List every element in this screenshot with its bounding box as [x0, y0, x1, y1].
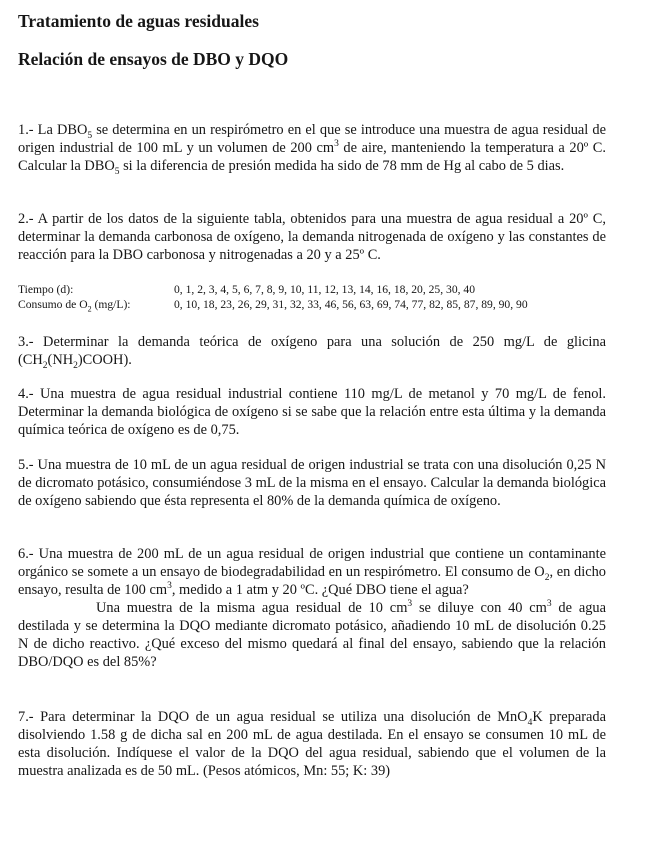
problem-2: 2.- A partir de los datos de la siguiente tabla, obtenidos para una muestra de agua residual a 20º C, determinar la demanda carbonosa de oxígeno, la demanda nitrogenada de oxígeno y las constantes de reacción para la DBO carbonosa y nitrogenadas a 20 y a 25º C. [18, 211, 606, 263]
document-title: Tratamiento de aguas residuales [18, 11, 259, 31]
problem-7: 7.- Para determinar la DQO de un agua residual se utiliza una disolución de MnO$_4$K preparada disolviendo 1.58 g de dicha sal en 200 mL de agua destilada. En el ensayo se consumen 10 mL de esta disolución. Indíquese el valor de la DQO del agua residual, sabiendo que el volumen de la muestra analizada es de 50 mL. (Pesos atómicos, Mn: 55; K: 39) [18, 709, 606, 779]
time-label: Tiempo (d): [18, 283, 74, 296]
o2-values: 0, 10, 18, 23, 26, 29, 31, 32, 33, 46, 56, 63, 69, 74, 77, 82, 85, 87, 89, 90, 90 [174, 298, 528, 311]
data-table-time-row [18, 283, 618, 297]
problem-3: 3.- Determinar la demanda teórica de oxígeno para una solución de 250 mg/L de glicina $(CH_2(NH_2)COOH)$. [18, 334, 606, 371]
o2-label: Consumo de $O_2$ (mg/L): [18, 298, 131, 314]
document-subtitle: Relación de ensayos de DBO y DQO [18, 49, 289, 69]
problem-5: 5.- Una muestra de 10 mL de un agua residual de origen industrial se trata con una disolución 0,25 N de dicromato potásico, consumiéndose 3 mL de la misma en el ensayo. Calcular la demanda biológica de oxígeno sabiendo que ésta representa el 80% de la demanda química de oxígeno. [18, 457, 606, 509]
problem-4: 4.- Una muestra de agua residual industrial contiene 110 mg/L de metanol y 70 mg/L de fenol. Determinar la demanda biológica de oxígeno si se sabe que la relación entre esta última y la demanda química teórica de oxígeno es de 0,75. [18, 386, 606, 438]
data-table-o2-row [18, 298, 618, 312]
time-values: 0, 1, 2, 3, 4, 5, 6, 7, 8, 9, 10, 11, 12, 13, 14, 16, 18, 20, 25, 30, 40 [174, 283, 476, 296]
problem-6: 6.- Una muestra de 200 mL de un agua residual de origen industrial que contiene un contaminante orgánico se somete a un ensayo de biodegradabilidad en un respirómetro. El consumo de $O_2$, en dicho ensayo, resulta de 100 $cm^3$, medido a 1 atm y 20 ºC. ¿Qué DBO tiene el agua? Una muestra de la misma agua residual de 10 $cm^3$ se diluye con 40 $cm^3$ de agua destilada y se determina la DQO mediante dicromato potásico, añadiendo 10 mL de disolución 0.25 N de dicho reactivo. ¿Qué exceso del mismo quedará al final del ensayo, sabiendo que la relación DBO/DQO es del 85%? [18, 546, 606, 670]
problem-1: 1.- La $DBO_5$ se determina en un respirómetro en el que se introduce una muestra de agua residual de origen industrial de 100 mL y un volumen de 200 $cm^3$ de aire, manteniendo la temperatura a 20º C. Calcular la $DBO_5$ si la diferencia de presión medida ha sido de 78 mm de Hg al cabo de 5 dias. [18, 122, 606, 177]
